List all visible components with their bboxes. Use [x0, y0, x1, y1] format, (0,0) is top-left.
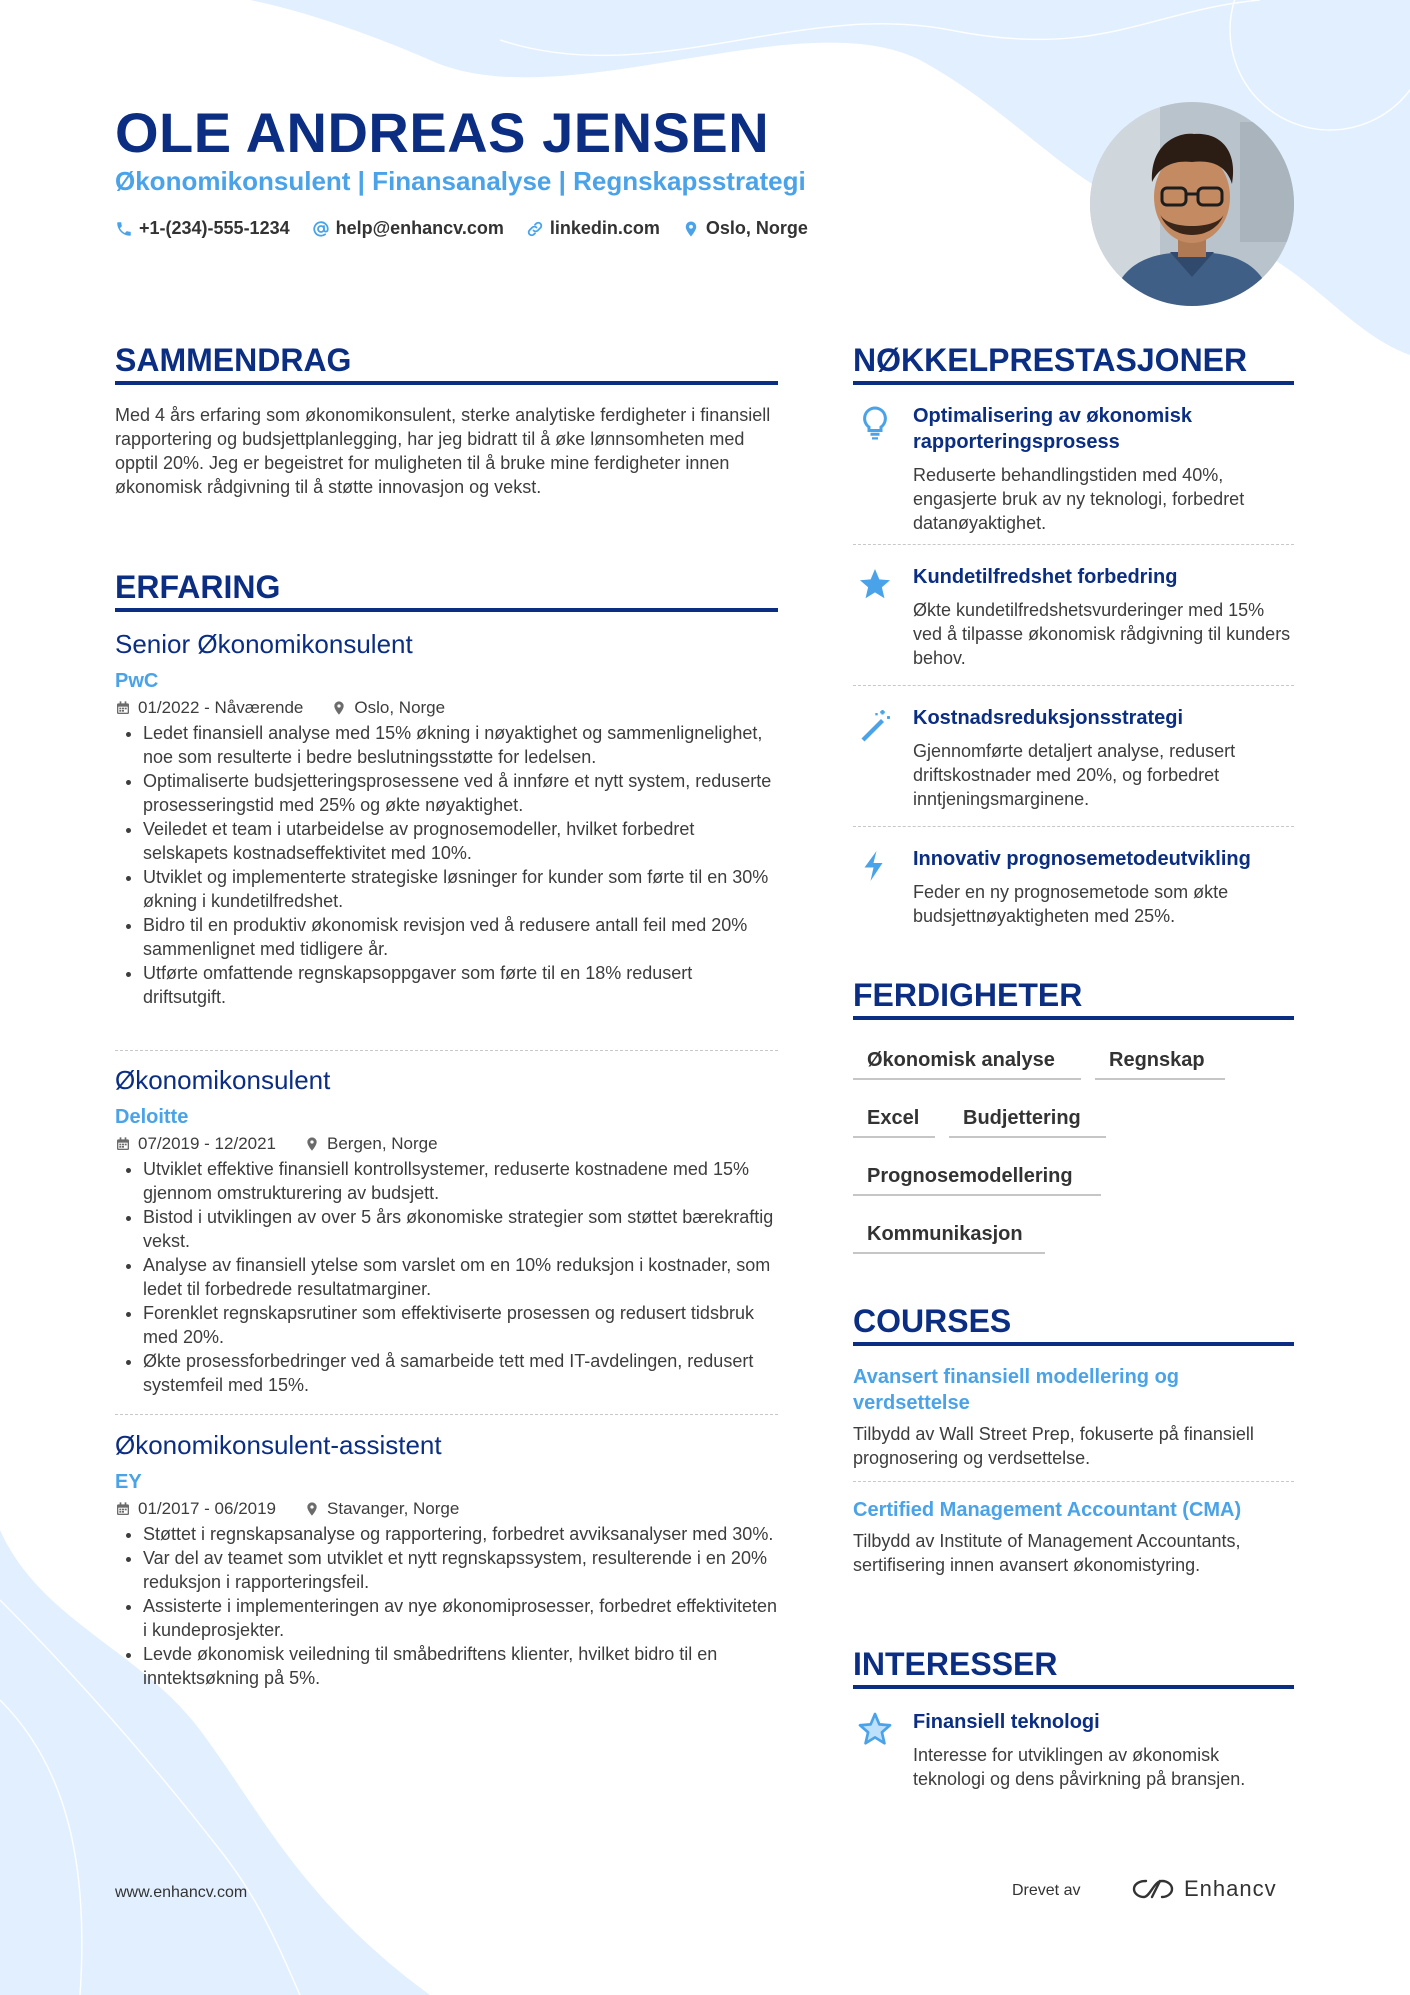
job-bullets: [115, 721, 778, 1009]
job-location-text: Bergen, Norge: [327, 1134, 438, 1153]
achievements-section-title: NØKKELPRESTASJONER: [853, 342, 1294, 385]
experience-item: [115, 1063, 778, 1397]
divider: [853, 1481, 1294, 1482]
contact-email-text: help@enhancv.com: [335, 218, 504, 238]
interests-section-title: INTERESSER: [853, 1646, 1294, 1689]
job-bullet: • Veiledet et team i utarbeidelse av prognosemodeller, hvilket forbedret selskapets kostnadseffektivitet med 10%.: [143, 817, 778, 865]
job-location: [304, 1496, 459, 1522]
courses-section-title: COURSES: [853, 1303, 1294, 1346]
job-bullet: • Støttet i regnskapsanalyse og rapportering, forbedret avviksanalyser med 30%.: [143, 1522, 778, 1546]
calendar-icon: [115, 700, 131, 716]
contact-phone-text: +1-(234)-555-1234: [139, 218, 290, 238]
achievement-item: [853, 705, 1294, 811]
job-bullet: • Utviklet og implementerte strategiske løsninger for kunder som førte til en 30% økning i kundetilfredshet.: [143, 865, 778, 913]
avatar-portrait: [1090, 102, 1294, 306]
job-bullet: • Bidro til en produktiv økonomisk revisjon ved å redusere antall feil med 20% sammenlignet med tidligere år.: [143, 913, 778, 961]
achievement-item: [853, 403, 1294, 535]
achievement-title: Optimalisering av økonomisk rapporteringsprosess: [913, 405, 1192, 453]
contact-row: [115, 218, 808, 239]
job-title: Økonomikonsulent: [115, 1065, 331, 1095]
enhancv-logo-icon: [1130, 1876, 1176, 1902]
achievement-title: Kundetilfredshet forbedring: [913, 566, 1178, 588]
brand-name: Enhancv: [1184, 1876, 1277, 1901]
skill-tag: Kommunikasjon: [853, 1214, 1045, 1254]
job-meta: [115, 1496, 778, 1522]
job-dates: [115, 1131, 276, 1157]
divider: [853, 544, 1294, 545]
job-dates-text: 07/2019 - 12/2021: [138, 1134, 277, 1153]
summary-text: Med 4 års erfaring som økonomikonsulent, sterke analytiske ferdigheter i finansiell rapportering og budsjettplanlegging, har jeg bidratt til å øke lønnsomheten med opptil 20%. Jeg er begeistret for muligheten til å bruke mine ferdigheter innen økonomisk rådgivning til å støtte innovasjon og vekst.: [115, 405, 771, 497]
contact-linkedin-text: linkedin.com: [549, 218, 660, 238]
job-bullet: • Utførte omfattende regnskapsoppgaver som førte til en 18% redusert driftsutgift.: [143, 961, 778, 1009]
contact-linkedin[interactable]: [526, 218, 660, 239]
location-icon: [331, 700, 347, 716]
course-desc: Tilbydd av Wall Street Prep, fokuserte på finansiell prognosering og verdsettelse.: [853, 1424, 1254, 1468]
job-bullet: • Ledet finansiell analyse med 15% økning i nøyaktighet og sammenlignelighet, noe som resulterte i bedre beslutningsstøtte for ledelsen.: [143, 721, 778, 769]
skill-tag: Excel: [853, 1098, 935, 1138]
candidate-tagline: Økonomikonsulent | Finansanalyse | Regnskapsstrategi: [115, 166, 806, 196]
job-bullet: • Optimaliserte budsjetteringsprosessene ved å innføre et nytt system, reduserte prosesseringstid med 25% og økte nøyaktighet.: [143, 769, 778, 817]
link-icon: [526, 220, 544, 238]
course-item: [853, 1497, 1294, 1577]
company-name: PwC: [115, 670, 159, 692]
course-desc: Tilbydd av Institute of Management Accountants, sertifisering innen avansert økonomistyring.: [853, 1531, 1241, 1575]
lightbulb-icon: [857, 405, 893, 441]
brand-logo[interactable]: [1130, 1876, 1277, 1902]
contact-phone[interactable]: [115, 218, 290, 239]
skill-tag: Økonomisk analyse: [853, 1040, 1081, 1080]
company-name: Deloitte: [115, 1106, 189, 1128]
job-bullet: • Var del av teamet som utviklet et nytt regnskapssystem, resulterende i en 20% reduksjon i rapporteringsfeil.: [143, 1546, 778, 1594]
job-bullets: [115, 1157, 778, 1397]
job-bullet: • Levde økonomisk veiledning til småbedriftens klienter, hvilket bidro til en inntektsøkning på 5%.: [143, 1642, 778, 1690]
divider: [853, 826, 1294, 827]
calendar-icon: [115, 1136, 131, 1152]
job-bullet: • Økte prosessforbedringer ved å samarbeide tett med IT-avdelingen, redusert systemfeil med 15%.: [143, 1349, 778, 1397]
phone-icon: [115, 220, 133, 238]
job-title: Senior Økonomikonsulent: [115, 629, 413, 659]
interest-desc: Interesse for utviklingen av økonomisk teknologi og dens påvirkning på bransjen.: [913, 1745, 1246, 1789]
location-icon: [682, 220, 700, 238]
job-bullet: • Forenklet regnskapsrutiner som effektiviserte prosessen og redusert tidsbruk med 20%.: [143, 1301, 778, 1349]
achievement-desc: Gjennomførte detaljert analyse, redusert driftskostnader med 20%, og forbedret inntjeningsmarginene.: [913, 741, 1236, 809]
course-item: [853, 1364, 1294, 1470]
achievement-item: [853, 846, 1294, 928]
interest-title: Finansiell teknologi: [913, 1711, 1100, 1733]
job-location: [331, 695, 445, 721]
location-icon: [304, 1136, 320, 1152]
experience-section-title: ERFARING: [115, 569, 778, 612]
achievement-title: Innovativ prognosemetodeutvikling: [913, 848, 1251, 870]
footer-powered-by: Drevet av: [1012, 1882, 1081, 1899]
contact-email[interactable]: [312, 218, 504, 239]
job-bullet: • Analyse av finansiell ytelse som varslet om en 10% reduksjon i kostnader, som ledet til forbedrede resultatmarginer.: [143, 1253, 778, 1301]
interest-item: [853, 1709, 1294, 1791]
achievement-desc: Økte kundetilfredshetsvurderinger med 15% ved å tilpasse økonomisk rådgivning til kunders behov.: [913, 600, 1291, 668]
job-bullet: • Utviklet effektive finansiell kontrollsystemer, reduserte kostnadene med 15% gjennom omstrukturering av budsjett.: [143, 1157, 778, 1205]
job-bullet: • Bistod i utviklingen av over 5 års økonomiske strategier som støttet bærekraftig vekst.: [143, 1205, 778, 1253]
job-location-text: Oslo, Norge: [354, 698, 446, 717]
company-name: EY: [115, 1471, 142, 1493]
job-meta: [115, 695, 778, 721]
contact-location: [682, 218, 808, 239]
star-icon: [857, 566, 893, 602]
candidate-name: OLE ANDREAS JENSEN: [115, 101, 770, 164]
at-icon: [312, 220, 330, 238]
achievement-title: Kostnadsreduksjonsstrategi: [913, 707, 1184, 729]
job-title: Økonomikonsulent-assistent: [115, 1430, 442, 1460]
job-location-text: Stavanger, Norge: [327, 1499, 460, 1518]
footer-website[interactable]: www.enhancv.com: [115, 1884, 248, 1901]
contact-location-text: Oslo, Norge: [705, 218, 808, 238]
job-dates-text: 01/2022 - Nåværende: [138, 698, 304, 717]
job-dates: [115, 1496, 276, 1522]
calendar-icon: [115, 1501, 131, 1517]
job-bullets: [115, 1522, 778, 1690]
summary-section-title: SAMMENDRAG: [115, 342, 778, 385]
divider: [115, 1414, 778, 1415]
job-location: [304, 1131, 438, 1157]
location-icon: [304, 1501, 320, 1517]
avatar: [1090, 102, 1294, 306]
achievement-desc: Feder en ny prognosemetode som økte budsjettnøyaktigheten med 25%.: [913, 882, 1229, 926]
divider: [853, 685, 1294, 686]
skills-section-title: FERDIGHETER: [853, 977, 1294, 1020]
divider: [115, 1050, 778, 1051]
experience-item: [115, 1428, 778, 1690]
job-bullet: • Assisterte i implementeringen av nye økonomiprosesser, forbedret effektiviteten i kundeprosjekter.: [143, 1594, 778, 1642]
skill-tag: Prognosemodellering: [853, 1156, 1101, 1196]
achievement-desc: Reduserte behandlingstiden med 40%, engasjerte bruk av ny teknologi, forbedret datanøyaktighet.: [913, 465, 1245, 533]
job-dates-text: 01/2017 - 06/2019: [138, 1499, 277, 1518]
course-title: Avansert finansiell modellering og verdsettelse: [853, 1366, 1179, 1414]
achievement-item: [853, 564, 1294, 670]
lightning-icon: [857, 848, 893, 884]
magic-wand-icon: [857, 707, 893, 743]
job-dates: [115, 695, 303, 721]
skill-tag: Budjettering: [949, 1098, 1106, 1138]
job-meta: [115, 1131, 778, 1157]
course-title: Certified Management Accountant (CMA): [853, 1499, 1242, 1521]
star-outline-icon: [857, 1711, 893, 1747]
experience-item: [115, 627, 778, 1009]
skill-tag: Regnskap: [1095, 1040, 1225, 1080]
